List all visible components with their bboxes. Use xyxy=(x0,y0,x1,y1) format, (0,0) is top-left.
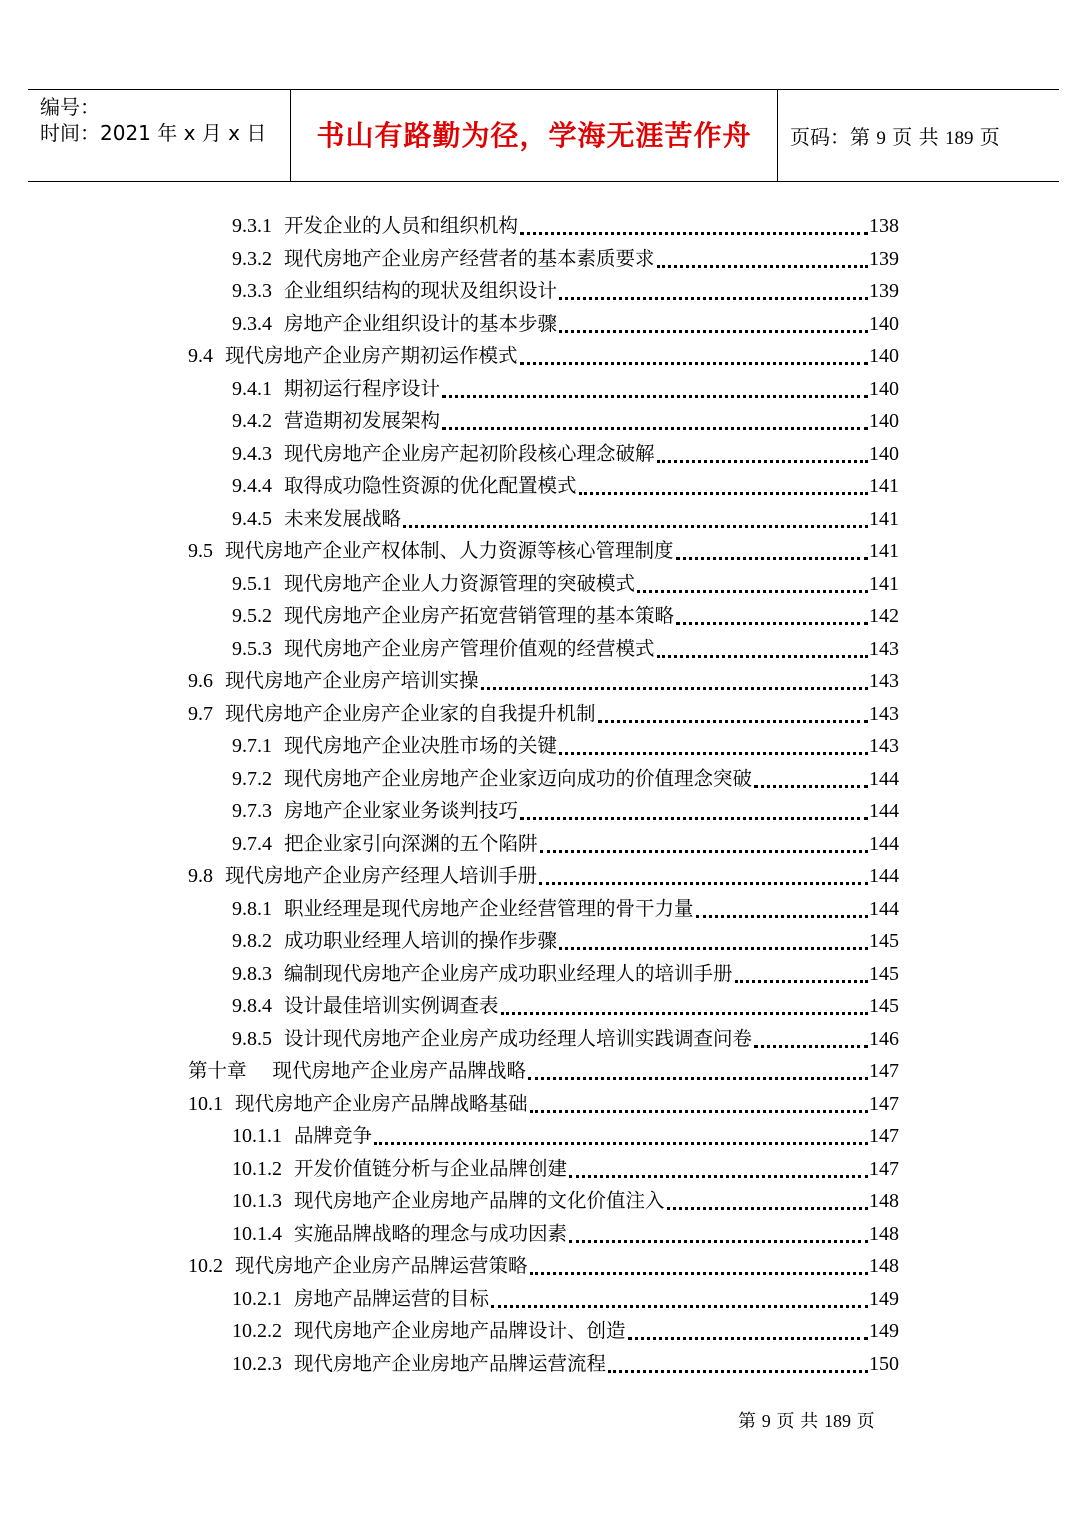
footer-page-total: 189 xyxy=(823,1411,851,1431)
toc-entry[interactable] xyxy=(232,1152,899,1184)
toc-entry-title: 开发价值链分析与企业品牌创建 xyxy=(294,1156,568,1180)
toc-entry[interactable] xyxy=(232,437,899,469)
toc-entry-number: 9.5.1 xyxy=(232,572,272,595)
toc-entry-title: 现代房地产企业房地产品牌运营流程 xyxy=(294,1351,607,1375)
toc-entry-title: 现代房地产企业房产培训实操 xyxy=(225,669,479,692)
toc-entry[interactable] xyxy=(188,859,899,891)
toc-entry[interactable] xyxy=(232,957,899,989)
toc-entry-page: 140 xyxy=(869,442,899,465)
toc-entry-number: 10.2 xyxy=(188,1255,223,1277)
toc-entry-page: 141 xyxy=(869,572,899,595)
toc-entry[interactable] xyxy=(232,404,899,436)
toc-entry-page: 140 xyxy=(869,345,899,367)
toc-entry-title: 开发企业的人员和组织机构 xyxy=(284,214,519,237)
footer-suffix: 页 xyxy=(856,1411,875,1432)
toc-entry[interactable] xyxy=(232,1119,899,1151)
toc-entry-title: 现代房地产企业房地产品牌设计、创造 xyxy=(294,1319,626,1342)
toc-entry-number: 10.1.2 xyxy=(232,1157,282,1180)
footer-mid: 页 共 xyxy=(776,1411,819,1432)
toc-entry[interactable] xyxy=(232,1022,899,1054)
toc-dot-leader xyxy=(754,1042,868,1048)
toc-entry-page: 142 xyxy=(869,605,899,627)
toc-dot-leader xyxy=(608,1367,868,1373)
toc-entry-number: 10.1.1 xyxy=(232,1125,282,1147)
page-footer xyxy=(738,1408,875,1435)
toc-entry-page: 143 xyxy=(869,637,899,660)
toc-entry-title: 编制现代房地产企业房产成功职业经理人的培训手册 xyxy=(284,961,733,985)
toc-entry-page: 141 xyxy=(869,540,899,562)
toc-dot-leader xyxy=(569,1237,868,1243)
toc-entry-page: 138 xyxy=(869,215,899,237)
header-page-current: 9 xyxy=(876,128,886,149)
toc-entry[interactable] xyxy=(232,632,899,664)
toc-entry-number: 9.7.3 xyxy=(232,800,272,822)
toc-entry-number: 9.3.1 xyxy=(232,215,272,237)
header-motto-cell xyxy=(290,90,778,181)
toc-entry-page: 147 xyxy=(869,1157,899,1180)
toc-dot-leader xyxy=(559,944,868,950)
toc-dot-leader xyxy=(735,977,868,983)
toc-entry-number: 9.4.4 xyxy=(232,475,272,497)
toc-entry-number: 9.7.4 xyxy=(232,832,272,855)
toc-entry[interactable] xyxy=(232,1347,899,1379)
toc-dot-leader xyxy=(559,327,868,333)
toc-dot-leader xyxy=(528,1074,868,1080)
toc-dot-leader xyxy=(628,1334,868,1340)
toc-dot-leader xyxy=(530,1269,868,1275)
toc-entry-page: 140 xyxy=(869,312,899,335)
toc-dot-leader xyxy=(540,847,868,853)
toc-entry-page: 148 xyxy=(869,1255,899,1277)
toc-entry-page: 140 xyxy=(869,377,899,400)
toc-entry-page: 144 xyxy=(869,865,899,887)
toc-entry[interactable] xyxy=(188,664,899,696)
toc-entry-number: 9.3.3 xyxy=(232,280,272,302)
toc-dot-leader xyxy=(579,489,868,495)
header-page-suffix: 页 xyxy=(979,125,1000,149)
toc-entry-title: 成功职业经理人培训的操作步骤 xyxy=(284,929,558,952)
toc-entry-title: 职业经理是现代房地产企业经营管理的骨干力量 xyxy=(284,896,694,920)
toc-entry[interactable] xyxy=(232,1282,899,1314)
toc-entry[interactable] xyxy=(232,502,899,534)
toc-entry-page: 147 xyxy=(869,1125,899,1147)
toc-entry[interactable] xyxy=(232,209,899,241)
toc-entry-page: 146 xyxy=(869,1027,899,1050)
toc-dot-leader xyxy=(374,1139,868,1145)
toc-entry[interactable] xyxy=(232,794,899,826)
toc-entry[interactable] xyxy=(232,242,899,274)
toc-entry-title: 房地产品牌运营的目标 xyxy=(294,1286,490,1310)
toc-entry-title: 房地产企业家业务谈判技巧 xyxy=(284,799,519,822)
toc-entry-title: 营造期初发展架构 xyxy=(284,409,441,432)
toc-entry[interactable] xyxy=(232,729,899,761)
header-page-number xyxy=(790,123,1000,153)
toc-entry-title: 房地产企业组织设计的基本步骤 xyxy=(284,311,558,335)
toc-dot-leader xyxy=(559,749,868,755)
toc-entry[interactable] xyxy=(232,1184,899,1216)
toc-entry-page: 144 xyxy=(869,767,899,790)
toc-entry-number: 9.4.3 xyxy=(232,442,272,465)
toc-entry[interactable] xyxy=(232,1314,899,1346)
toc-entry[interactable] xyxy=(188,697,899,729)
toc-entry-title: 品牌竞争 xyxy=(294,1124,373,1147)
toc-entry-page: 147 xyxy=(869,1092,899,1115)
toc-entry-title: 现代房地产企业房产品牌战略 xyxy=(272,1059,527,1082)
toc-dot-leader xyxy=(598,717,868,723)
toc-entry-number: 9.8 xyxy=(188,865,213,887)
toc-entry-title: 未来发展战略 xyxy=(284,506,402,530)
toc-entry-number: 第十章 xyxy=(188,1059,247,1082)
toc-entry-page: 148 xyxy=(869,1222,899,1245)
toc-dot-leader xyxy=(676,554,868,560)
toc-entry-title: 实施品牌战略的理念与成功因素 xyxy=(294,1221,568,1245)
toc-entry-page: 145 xyxy=(869,962,899,985)
toc-dot-leader xyxy=(501,1009,868,1015)
toc-entry-number: 9.8.3 xyxy=(232,962,272,985)
footer-page-current: 9 xyxy=(761,1411,771,1431)
toc-entry[interactable] xyxy=(232,307,899,339)
toc-entry-number: 9.6 xyxy=(188,670,213,692)
toc-entry-number: 9.7.2 xyxy=(232,767,272,790)
toc-entry-number: 10.2.1 xyxy=(232,1287,282,1310)
toc-entry-page: 145 xyxy=(869,995,899,1017)
toc-dot-leader xyxy=(667,1204,868,1210)
toc-entry-number: 9.8.2 xyxy=(232,930,272,952)
toc-entry[interactable] xyxy=(188,1249,899,1281)
toc-entry-title: 现代房地产企业房产经理人培训手册 xyxy=(225,864,538,887)
toc-entry-number: 9.4.2 xyxy=(232,410,272,432)
header-info-cell xyxy=(28,90,290,181)
toc-dot-leader xyxy=(481,684,868,690)
toc-dot-leader xyxy=(676,619,868,625)
toc-entry-number: 10.1.4 xyxy=(232,1222,282,1245)
toc-dot-leader xyxy=(696,912,868,918)
toc-entry[interactable] xyxy=(232,892,899,924)
footer-prefix: 第 xyxy=(738,1411,756,1432)
toc-entry-page: 143 xyxy=(869,702,899,725)
toc-entry-title: 现代房地产企业房地产企业家迈向成功的价值理念突破 xyxy=(284,766,753,790)
toc-entry[interactable] xyxy=(232,599,899,631)
toc-entry-page: 140 xyxy=(869,410,899,432)
toc-entry-page: 139 xyxy=(869,280,899,302)
toc-entry-title: 现代房地产企业人力资源管理的突破模式 xyxy=(284,571,636,595)
toc-entry-page: 139 xyxy=(869,247,899,270)
toc-entry[interactable] xyxy=(232,989,899,1021)
toc-entry-number: 9.4 xyxy=(188,345,213,367)
toc-entry-page: 144 xyxy=(869,832,899,855)
toc-entry-number: 9.5 xyxy=(188,540,213,562)
serial-number-label: 编号： xyxy=(40,95,100,119)
toc-entry[interactable] xyxy=(188,339,899,371)
toc-dot-leader xyxy=(539,879,868,885)
toc-dot-leader xyxy=(657,457,868,463)
toc-dot-leader xyxy=(442,392,868,398)
toc-dot-leader xyxy=(530,1107,868,1113)
toc-entry-page: 144 xyxy=(869,800,899,822)
toc-entry-page: 143 xyxy=(869,735,899,757)
toc-dot-leader xyxy=(559,294,868,300)
toc-dot-leader xyxy=(520,229,868,235)
toc-dot-leader xyxy=(520,814,868,820)
toc-entry-title: 现代房地产企业房产管理价值观的经营模式 xyxy=(284,636,655,660)
toc-entry[interactable] xyxy=(232,762,899,794)
toc-entry-page: 141 xyxy=(869,475,899,497)
toc-entry-number: 9.5.2 xyxy=(232,605,272,627)
toc-entry[interactable] xyxy=(188,1054,899,1086)
toc-dot-leader xyxy=(520,359,868,365)
toc-entry-title: 现代房地产企业房产品牌战略基础 xyxy=(235,1091,528,1115)
toc-dot-leader xyxy=(442,424,868,430)
motto-text: 书山有路勤为径，学海无涯苦作舟 xyxy=(316,119,752,152)
toc-dot-leader xyxy=(657,262,868,268)
toc-entry-title: 现代房地产企业房产期初运作模式 xyxy=(225,344,518,367)
toc-entry-title: 现代房地产企业产权体制、人力资源等核心管理制度 xyxy=(225,539,674,562)
toc-entry-number: 9.8.1 xyxy=(232,897,272,920)
toc-entry-title: 把企业家引向深渊的五个陷阱 xyxy=(284,831,538,855)
toc-dot-leader xyxy=(403,522,868,528)
toc-entry-title: 取得成功隐性资源的优化配置模式 xyxy=(284,474,577,497)
toc-entry-title: 企业组织结构的现状及组织设计 xyxy=(284,279,558,302)
toc-entry-page: 149 xyxy=(869,1320,899,1342)
toc-entry-number: 9.7 xyxy=(188,702,213,725)
toc-dot-leader xyxy=(754,782,868,788)
header-page-total: 189 xyxy=(944,128,974,149)
toc-entry[interactable] xyxy=(232,567,899,599)
toc-entry-number: 10.1 xyxy=(188,1092,223,1115)
toc-entry-page: 144 xyxy=(869,897,899,920)
toc-entry-number: 10.1.3 xyxy=(232,1190,282,1212)
toc-entry-number: 9.8.5 xyxy=(232,1027,272,1050)
toc-entry-page: 150 xyxy=(869,1352,899,1375)
toc-entry-page: 143 xyxy=(869,670,899,692)
toc-dot-leader xyxy=(657,652,868,658)
toc-entry[interactable] xyxy=(232,469,899,501)
toc-entry-number: 9.3.4 xyxy=(232,312,272,335)
toc-dot-leader xyxy=(569,1172,868,1178)
toc-entry-title: 现代房地产企业房地产品牌的文化价值注入 xyxy=(294,1189,665,1212)
toc-entry-page: 141 xyxy=(869,507,899,530)
toc-entry-number: 9.4.5 xyxy=(232,507,272,530)
toc-entry[interactable] xyxy=(232,1217,899,1249)
page-header xyxy=(28,89,1059,182)
toc-entry-page: 145 xyxy=(869,930,899,952)
toc-entry[interactable] xyxy=(232,924,899,956)
toc-entry-page: 148 xyxy=(869,1190,899,1212)
toc-entry[interactable] xyxy=(188,1087,899,1119)
toc-entry-number: 9.3.2 xyxy=(232,247,272,270)
toc-dot-leader xyxy=(491,1302,868,1308)
toc-entry[interactable] xyxy=(232,274,899,306)
toc-entry-title: 现代房地产企业房产拓宽营销管理的基本策略 xyxy=(284,604,675,627)
toc-entry-title: 设计现代房地产企业房产成功经理人培训实践调查问卷 xyxy=(284,1026,753,1050)
toc-entry-title: 现代房地产企业决胜市场的关键 xyxy=(284,734,558,757)
toc-entry-title: 现代房地产企业房产经营者的基本素质要求 xyxy=(284,246,655,270)
toc-entry-title: 现代房地产企业房产起初阶段核心理念破解 xyxy=(284,441,655,465)
toc-dot-leader xyxy=(637,587,868,593)
toc-entry-number: 9.7.1 xyxy=(232,735,272,757)
date-label: 时间：2021 年 x 月 x 日 xyxy=(40,121,267,145)
toc-entry-title: 期初运行程序设计 xyxy=(284,376,441,400)
toc-entry[interactable] xyxy=(188,534,899,566)
toc-entry-title: 设计最佳培训实例调查表 xyxy=(284,994,499,1017)
toc-entry-page: 147 xyxy=(869,1060,899,1082)
header-page-mid: 页 共 xyxy=(892,125,939,149)
toc-entry-title: 现代房地产企业房产品牌运营策略 xyxy=(235,1254,528,1277)
header-page-prefix: 页码：第 xyxy=(790,125,870,149)
toc-entry[interactable] xyxy=(232,372,899,404)
toc-entry-number: 10.2.3 xyxy=(232,1352,282,1375)
toc-entry-page: 149 xyxy=(869,1287,899,1310)
toc-entry[interactable] xyxy=(232,827,899,859)
header-page-cell xyxy=(778,90,1059,181)
toc-entry-number: 9.4.1 xyxy=(232,377,272,400)
toc-entry-title: 现代房地产企业房产企业家的自我提升机制 xyxy=(225,701,596,725)
toc-entry-number: 9.8.4 xyxy=(232,995,272,1017)
toc-entry-number: 10.2.2 xyxy=(232,1320,282,1342)
toc-entry-number: 9.5.3 xyxy=(232,637,272,660)
